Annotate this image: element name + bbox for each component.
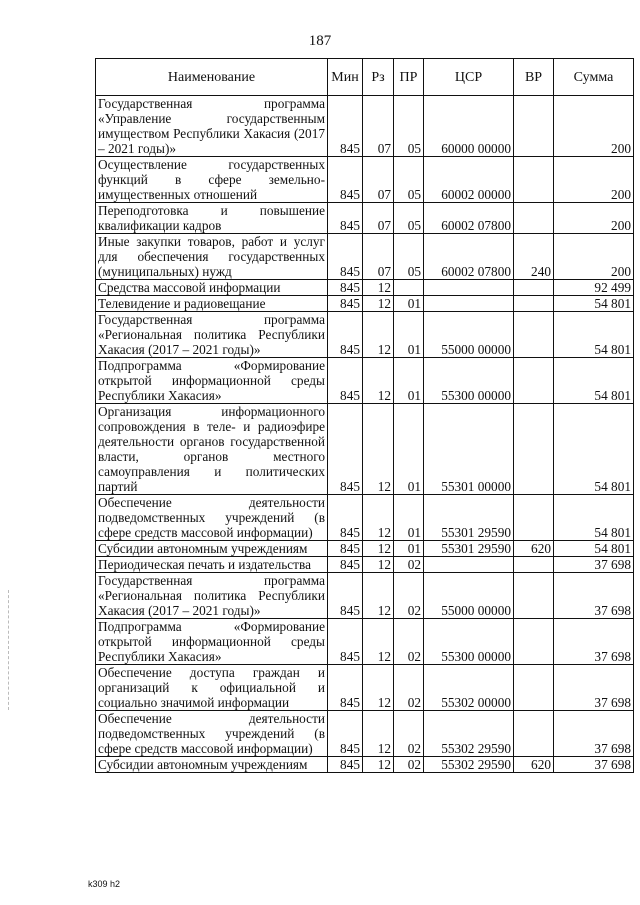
cell-csr: 55000 00000 — [424, 312, 514, 358]
table-row — [96, 665, 634, 711]
cell-csr — [424, 280, 514, 296]
cell-min: 845 — [328, 280, 363, 296]
cell-vr — [514, 312, 554, 358]
page-number: 187 — [308, 33, 332, 49]
cell-pr: 01 — [394, 495, 424, 541]
table-row — [96, 557, 634, 573]
cell-min: 845 — [328, 358, 363, 404]
table-row — [96, 296, 634, 312]
cell-rz: 12 — [363, 404, 394, 495]
table-row — [96, 541, 634, 557]
cell-vr — [514, 404, 554, 495]
cell-name: Переподготовка и повышение квалификации кадров — [96, 203, 328, 234]
cell-vr — [514, 96, 554, 157]
cell-sum: 200 — [554, 157, 634, 203]
cell-name: Средства массовой информации — [96, 280, 328, 296]
cell-pr — [394, 280, 424, 296]
cell-sum: 37 698 — [554, 711, 634, 757]
cell-rz: 12 — [363, 557, 394, 573]
cell-csr: 55000 00000 — [424, 573, 514, 619]
cell-min: 845 — [328, 541, 363, 557]
cell-csr: 55300 00000 — [424, 358, 514, 404]
table-row — [96, 757, 634, 773]
cell-vr — [514, 280, 554, 296]
cell-csr: 55301 29590 — [424, 495, 514, 541]
cell-sum: 54 801 — [554, 404, 634, 495]
cell-pr: 01 — [394, 404, 424, 495]
cell-sum: 54 801 — [554, 312, 634, 358]
cell-csr: 55302 29590 — [424, 757, 514, 773]
header-min: Мин — [328, 59, 363, 96]
cell-csr: 60002 00000 — [424, 157, 514, 203]
cell-rz: 12 — [363, 541, 394, 557]
cell-vr — [514, 358, 554, 404]
cell-rz: 12 — [363, 358, 394, 404]
cell-vr — [514, 665, 554, 711]
table-row — [96, 312, 634, 358]
cell-pr: 01 — [394, 296, 424, 312]
cell-pr: 01 — [394, 312, 424, 358]
cell-min: 845 — [328, 573, 363, 619]
cell-vr — [514, 203, 554, 234]
cell-pr: 05 — [394, 234, 424, 280]
cell-vr: 240 — [514, 234, 554, 280]
cell-pr: 02 — [394, 573, 424, 619]
cell-csr: 55302 00000 — [424, 665, 514, 711]
cell-pr: 01 — [394, 358, 424, 404]
cell-csr — [424, 296, 514, 312]
cell-vr — [514, 619, 554, 665]
cell-vr — [514, 157, 554, 203]
cell-pr: 02 — [394, 711, 424, 757]
header-rz: Рз — [363, 59, 394, 96]
footer-code: k309 h2 — [88, 879, 121, 889]
header-sum: Сумма — [554, 59, 634, 96]
cell-sum: 200 — [554, 234, 634, 280]
cell-name: Телевидение и радиовещание — [96, 296, 328, 312]
cell-pr: 05 — [394, 157, 424, 203]
cell-min: 845 — [328, 404, 363, 495]
header-pr: ПР — [394, 59, 424, 96]
header-csr: ЦСР — [424, 59, 514, 96]
cell-pr: 02 — [394, 665, 424, 711]
table-row — [96, 404, 634, 495]
cell-rz: 12 — [363, 711, 394, 757]
cell-pr: 02 — [394, 757, 424, 773]
cell-rz: 07 — [363, 234, 394, 280]
cell-vr — [514, 573, 554, 619]
cell-name: Обеспечение деятельности подведомственных учреждений (в сфере средств массовой информации) — [96, 711, 328, 757]
cell-min: 845 — [328, 234, 363, 280]
header-vr: ВР — [514, 59, 554, 96]
table-row — [96, 203, 634, 234]
cell-name: Организация информационного сопровождения в теле- и радиоэфире деятельности органов государственной власти, органов местного самоуправления и политических партий — [96, 404, 328, 495]
cell-vr — [514, 557, 554, 573]
header-name: Наименование — [96, 59, 328, 96]
cell-name: Иные закупки товаров, работ и услуг для обеспечения государственных (муниципальных) нужд — [96, 234, 328, 280]
cell-rz: 07 — [363, 157, 394, 203]
cell-sum: 92 499 — [554, 280, 634, 296]
cell-name: Обеспечение деятельности подведомственных учреждений (в сфере средств массовой информации) — [96, 495, 328, 541]
cell-csr: 55300 00000 — [424, 619, 514, 665]
table-row — [96, 234, 634, 280]
cell-rz: 12 — [363, 573, 394, 619]
cell-name: Периодическая печать и издательства — [96, 557, 328, 573]
cell-rz: 12 — [363, 619, 394, 665]
cell-min: 845 — [328, 757, 363, 773]
cell-name: Подпрограмма «Формирование открытой информационной среды Республики Хакасия» — [96, 358, 328, 404]
cell-rz: 12 — [363, 495, 394, 541]
cell-min: 845 — [328, 203, 363, 234]
table-row — [96, 573, 634, 619]
cell-name: Государственная программа «Региональная политика Республики Хакасия (2017 – 2021 годы)» — [96, 312, 328, 358]
cell-rz: 12 — [363, 296, 394, 312]
cell-csr: 55301 29590 — [424, 541, 514, 557]
cell-rz: 07 — [363, 203, 394, 234]
cell-sum: 54 801 — [554, 541, 634, 557]
cell-name: Государственная программа «Управление государственным имуществом Республики Хакасия (2017 – 2021 годы)» — [96, 96, 328, 157]
cell-sum: 54 801 — [554, 495, 634, 541]
cell-rz: 12 — [363, 312, 394, 358]
cell-name: Субсидии автономным учреждениям — [96, 541, 328, 557]
table-row — [96, 619, 634, 665]
cell-sum: 37 698 — [554, 573, 634, 619]
cell-min: 845 — [328, 665, 363, 711]
cell-csr: 60002 07800 — [424, 203, 514, 234]
cell-min: 845 — [328, 495, 363, 541]
cell-sum: 37 698 — [554, 665, 634, 711]
cell-min: 845 — [328, 312, 363, 358]
cell-min: 845 — [328, 296, 363, 312]
cell-rz: 12 — [363, 665, 394, 711]
cell-vr — [514, 495, 554, 541]
cell-sum: 200 — [554, 96, 634, 157]
cell-csr: 60002 07800 — [424, 234, 514, 280]
cell-sum: 37 698 — [554, 557, 634, 573]
cell-rz: 12 — [363, 280, 394, 296]
cell-name: Субсидии автономным учреждениям — [96, 757, 328, 773]
cell-vr — [514, 296, 554, 312]
cell-min: 845 — [328, 557, 363, 573]
cell-name: Государственная программа «Региональная политика Республики Хакасия (2017 – 2021 годы)» — [96, 573, 328, 619]
cell-rz: 12 — [363, 757, 394, 773]
cell-name: Подпрограмма «Формирование открытой информационной среды Республики Хакасия» — [96, 619, 328, 665]
cell-pr: 05 — [394, 96, 424, 157]
cell-min: 845 — [328, 711, 363, 757]
cell-rz: 07 — [363, 96, 394, 157]
table-row — [96, 495, 634, 541]
cell-csr: 55302 29590 — [424, 711, 514, 757]
cell-vr — [514, 711, 554, 757]
cell-min: 845 — [328, 619, 363, 665]
table-body — [96, 96, 634, 773]
table-row — [96, 96, 634, 157]
cell-pr: 02 — [394, 557, 424, 573]
table-header-row — [96, 59, 634, 96]
cell-pr: 02 — [394, 619, 424, 665]
table-row — [96, 358, 634, 404]
cell-name: Обеспечение доступа граждан и организаций к официальной и социально значимой информации — [96, 665, 328, 711]
budget-table — [95, 58, 634, 773]
cell-pr: 05 — [394, 203, 424, 234]
cell-min: 845 — [328, 96, 363, 157]
cell-sum: 37 698 — [554, 619, 634, 665]
table-row — [96, 157, 634, 203]
cell-vr: 620 — [514, 757, 554, 773]
cell-sum: 54 801 — [554, 358, 634, 404]
cell-min: 845 — [328, 157, 363, 203]
cell-csr: 60000 00000 — [424, 96, 514, 157]
cell-vr: 620 — [514, 541, 554, 557]
cell-name: Осуществление государственных функций в сфере земельно-имущественных отношений — [96, 157, 328, 203]
cell-csr: 55301 00000 — [424, 404, 514, 495]
cell-sum: 200 — [554, 203, 634, 234]
table-row — [96, 711, 634, 757]
table-row — [96, 280, 634, 296]
margin-marks — [8, 590, 11, 710]
cell-csr — [424, 557, 514, 573]
cell-sum: 37 698 — [554, 757, 634, 773]
cell-sum: 54 801 — [554, 296, 634, 312]
cell-pr: 01 — [394, 541, 424, 557]
